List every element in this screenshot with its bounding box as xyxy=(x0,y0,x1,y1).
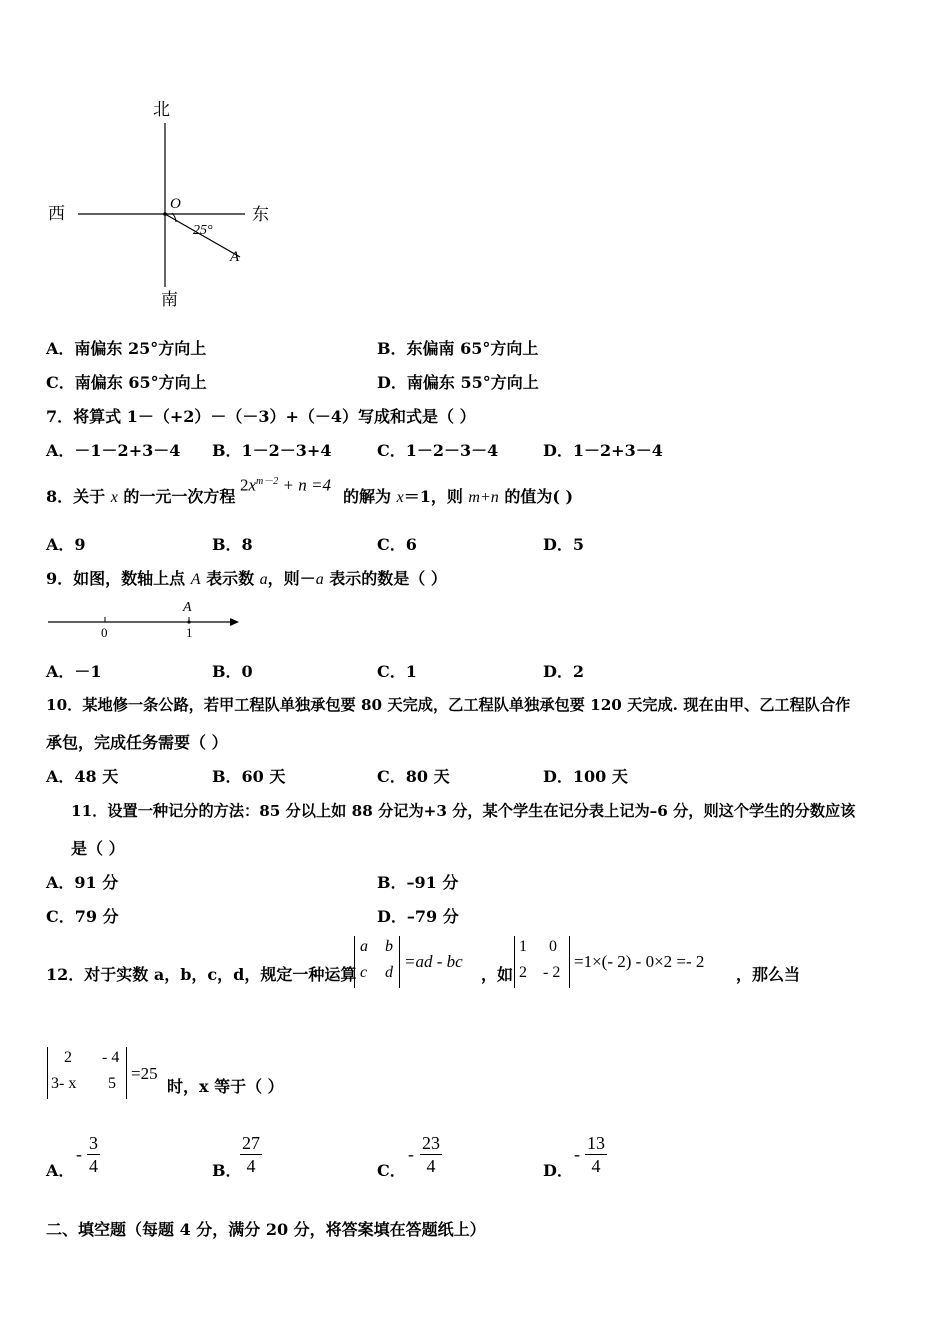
q7-option-d: D．1－2+3－4 xyxy=(543,441,663,460)
q12-option-c-label: C． xyxy=(377,1161,406,1180)
q10-option-c: C．80 天 xyxy=(377,767,450,786)
q9-stem: 9．如图，数轴上点 A 表示数 a，则－a 表示的数是（ ） xyxy=(46,569,447,588)
point-a-label: A xyxy=(183,600,192,615)
example-determinant: 1 0 2 - 2 xyxy=(514,936,570,988)
q11-option-a: A．91 分 xyxy=(46,873,119,892)
condition-determinant: 2 - 4 3- x 5 xyxy=(47,1047,127,1099)
q10-stem-line1: 10．某地修一条公路，若甲工程队单独承包要 80 天完成，乙工程队单独承包要 120 天完成. 现在由甲、乙工程队合作 xyxy=(46,696,851,714)
q11-stem-line2: 是（ ） xyxy=(71,839,125,858)
tick-0-label: 0 xyxy=(101,625,108,640)
q6-option-d: D．南偏东 55°方向上 xyxy=(377,373,539,392)
q8-option-b: B．8 xyxy=(212,535,253,554)
q12-option-d-sign: - xyxy=(574,1144,580,1164)
label-point-a: A xyxy=(230,249,240,265)
q9-option-d: D．2 xyxy=(543,662,585,681)
tick-1-label: 1 xyxy=(186,625,193,640)
q8-option-d: D．5 xyxy=(543,535,585,554)
q12-option-b-fraction: $\frac{27}{4}$ xyxy=(242,1133,260,1176)
definition-rhs: =ad - bc xyxy=(404,952,463,971)
q9-option-a: A．－1 xyxy=(46,662,102,681)
q11-stem-line1: 11．设置一种记分的方法：85 分以上如 88 分记为+3 分，某个学生在记分表上记为–6 分，则这个学生的分数应该 xyxy=(71,802,856,820)
q12-stem: 12．对于实数 a，b，c，d，规定一种运算 xyxy=(46,965,357,984)
q9-option-b: B．0 xyxy=(212,662,253,681)
q8-option-a: A．9 xyxy=(46,535,86,554)
q7-option-b: B．1－2－3+4 xyxy=(212,441,332,460)
example-rhs: =1×(- 2) - 0×2 =- 2 xyxy=(574,952,705,971)
q9-option-c: C．1 xyxy=(377,662,417,681)
section-title: 二、填空题（每题 4 分，满分 20 分，将答案填在答题纸上） xyxy=(46,1220,486,1239)
q10-option-d: D．100 天 xyxy=(543,767,628,786)
q12-stem-tail: ，那么当 xyxy=(736,965,801,984)
q6-option-c: C．南偏东 65°方向上 xyxy=(46,373,207,392)
q8-stem-tail: 的解为 x＝1，则 m+n 的值为( ) xyxy=(343,487,574,506)
q12-option-b-label: B． xyxy=(212,1161,242,1180)
q6-option-a: A．南偏东 25°方向上 xyxy=(46,339,207,358)
q11-option-d: D．–79 分 xyxy=(377,907,459,926)
origin-point xyxy=(163,212,167,216)
q12-option-c-fraction: $\frac{23}{4}$ xyxy=(422,1133,440,1176)
q7-option-c: C．1－2－3－4 xyxy=(377,441,499,460)
label-origin: O xyxy=(170,196,181,212)
q8-equation: $2x^{m-2} + n =4$ xyxy=(240,475,331,495)
q10-stem-line2: 承包，完成任务需要（ ） xyxy=(46,733,228,752)
q12-option-a-fraction: $\frac{3}{4}$ xyxy=(89,1133,98,1176)
q12-option-d-fraction: $\frac{13}{4}$ xyxy=(587,1133,605,1176)
q12-option-a-label: A． xyxy=(46,1161,75,1180)
q12-option-c-sign: - xyxy=(408,1144,414,1164)
label-north: 北 xyxy=(153,100,170,120)
q11-option-b: B．–91 分 xyxy=(377,873,459,892)
point-a xyxy=(187,620,190,623)
label-east: 东 xyxy=(252,205,269,225)
q12-option-a-sign: - xyxy=(76,1144,82,1164)
q8-stem: 8．关于 x 的一元一次方程 xyxy=(46,487,236,506)
definition-determinant: a b c d xyxy=(354,936,400,988)
q7-stem: 7．将算式 1－（+2）－（－3）+（－4）写成和式是（ ） xyxy=(46,407,476,426)
number-line xyxy=(44,596,244,642)
number-line-arrow xyxy=(230,618,239,626)
q6-option-b: B．东偏南 65°方向上 xyxy=(377,339,539,358)
compass-diagram xyxy=(40,95,280,320)
q11-option-c: C．79 分 xyxy=(46,907,119,926)
q12-example-label: ，如 xyxy=(481,965,514,984)
label-angle: 25° xyxy=(193,223,213,238)
label-south: 南 xyxy=(161,290,178,310)
q10-option-a: A．48 天 xyxy=(46,767,119,786)
condition-rhs: =25 xyxy=(131,1064,158,1083)
q12-question: 时，x 等于（ ） xyxy=(167,1077,284,1096)
q10-option-b: B．60 天 xyxy=(212,767,286,786)
q8-option-c: C．6 xyxy=(377,535,417,554)
q7-option-a: A．－1－2+3－4 xyxy=(46,441,181,460)
label-west: 西 xyxy=(48,204,65,224)
q12-option-d-label: D． xyxy=(543,1161,573,1180)
